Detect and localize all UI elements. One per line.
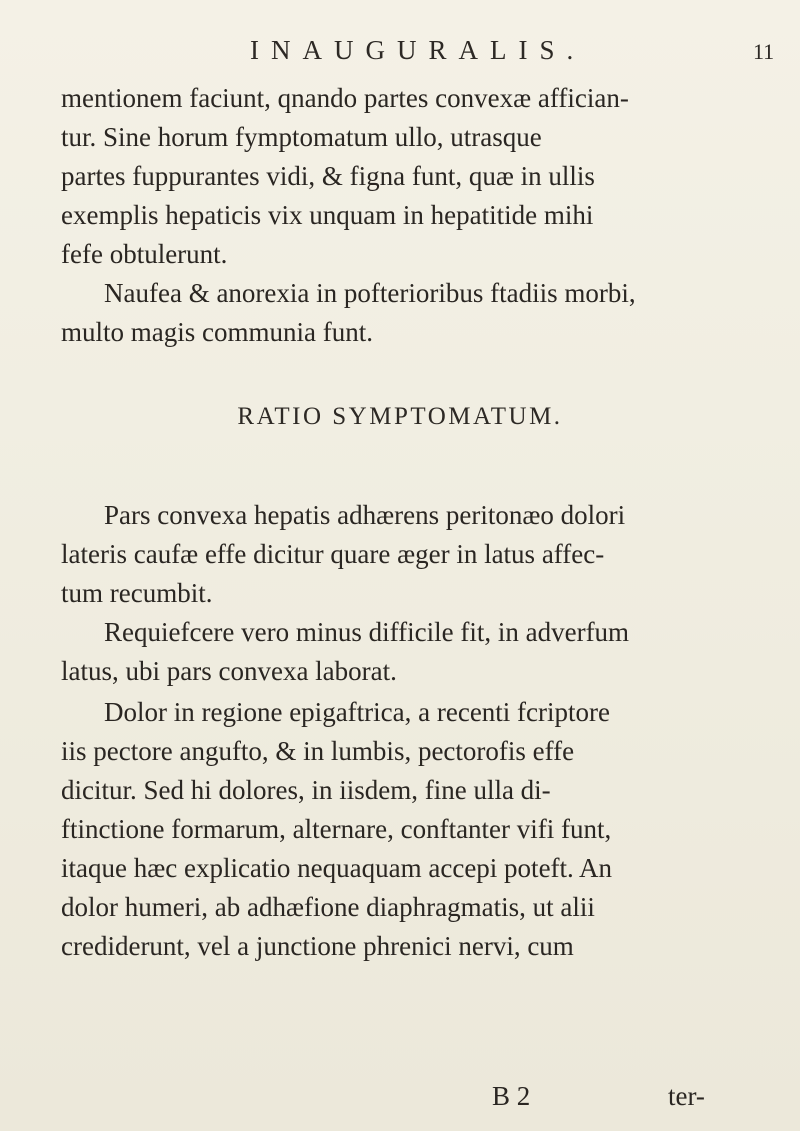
text-line: crediderunt, vel a junctione phrenici nervi, cum [61, 931, 574, 961]
running-head [0, 30, 800, 70]
text-line: itaque hæc explicatio nequaquam accepi poteft. An [61, 853, 613, 883]
text-line: latus, ubi pars convexa laborat. [61, 656, 397, 686]
page-number: 11 [753, 39, 775, 64]
text-line: iis pectore angufto, & in lumbis, pectorofis effe [61, 736, 575, 766]
text-line: mentionem faciunt, qnando partes convexæ affician- [61, 83, 629, 113]
text-line: dicitur. Sed hi dolores, in iisdem, fine ulla di- [61, 775, 551, 805]
text-line: fefe obtulerunt. [61, 239, 228, 269]
text-line: Requiefcere vero minus difficile fit, in adverfum [104, 617, 630, 647]
section-heading: RATIO SYMPTOMATUM. [237, 403, 563, 430]
text-line: partes fuppurantes vidi, & figna funt, quæ in ullis [61, 161, 595, 191]
text-line: exemplis hepaticis vix unquam in hepatitide mihi [61, 200, 594, 230]
text-line: Dolor in regione epigaftrica, a recenti fcriptore [104, 697, 610, 727]
catchword: ter- [668, 1081, 705, 1111]
text-line: lateris caufæ effe dicitur quare æger in latus affec- [61, 539, 605, 569]
text-line: dolor humeri, ab adhæfione diaphragmatis, ut alii [61, 892, 595, 922]
text-line: Naufea & anorexia in pofterioribus ftadiis morbi, [104, 278, 636, 308]
text-line: Pars convexa hepatis adhærens peritonæo dolori [104, 500, 626, 530]
text-line: tum recumbit. [61, 578, 213, 608]
text-line: tur. Sine horum fymptomatum ullo, utrasque [61, 122, 542, 152]
running-title: INAUGURALIS. [250, 35, 586, 65]
text-line: multo magis communia funt. [61, 317, 373, 347]
signature-mark: B 2 [492, 1081, 531, 1111]
text-line: ftinctione formarum, alternare, conftanter vifi funt, [61, 814, 612, 844]
